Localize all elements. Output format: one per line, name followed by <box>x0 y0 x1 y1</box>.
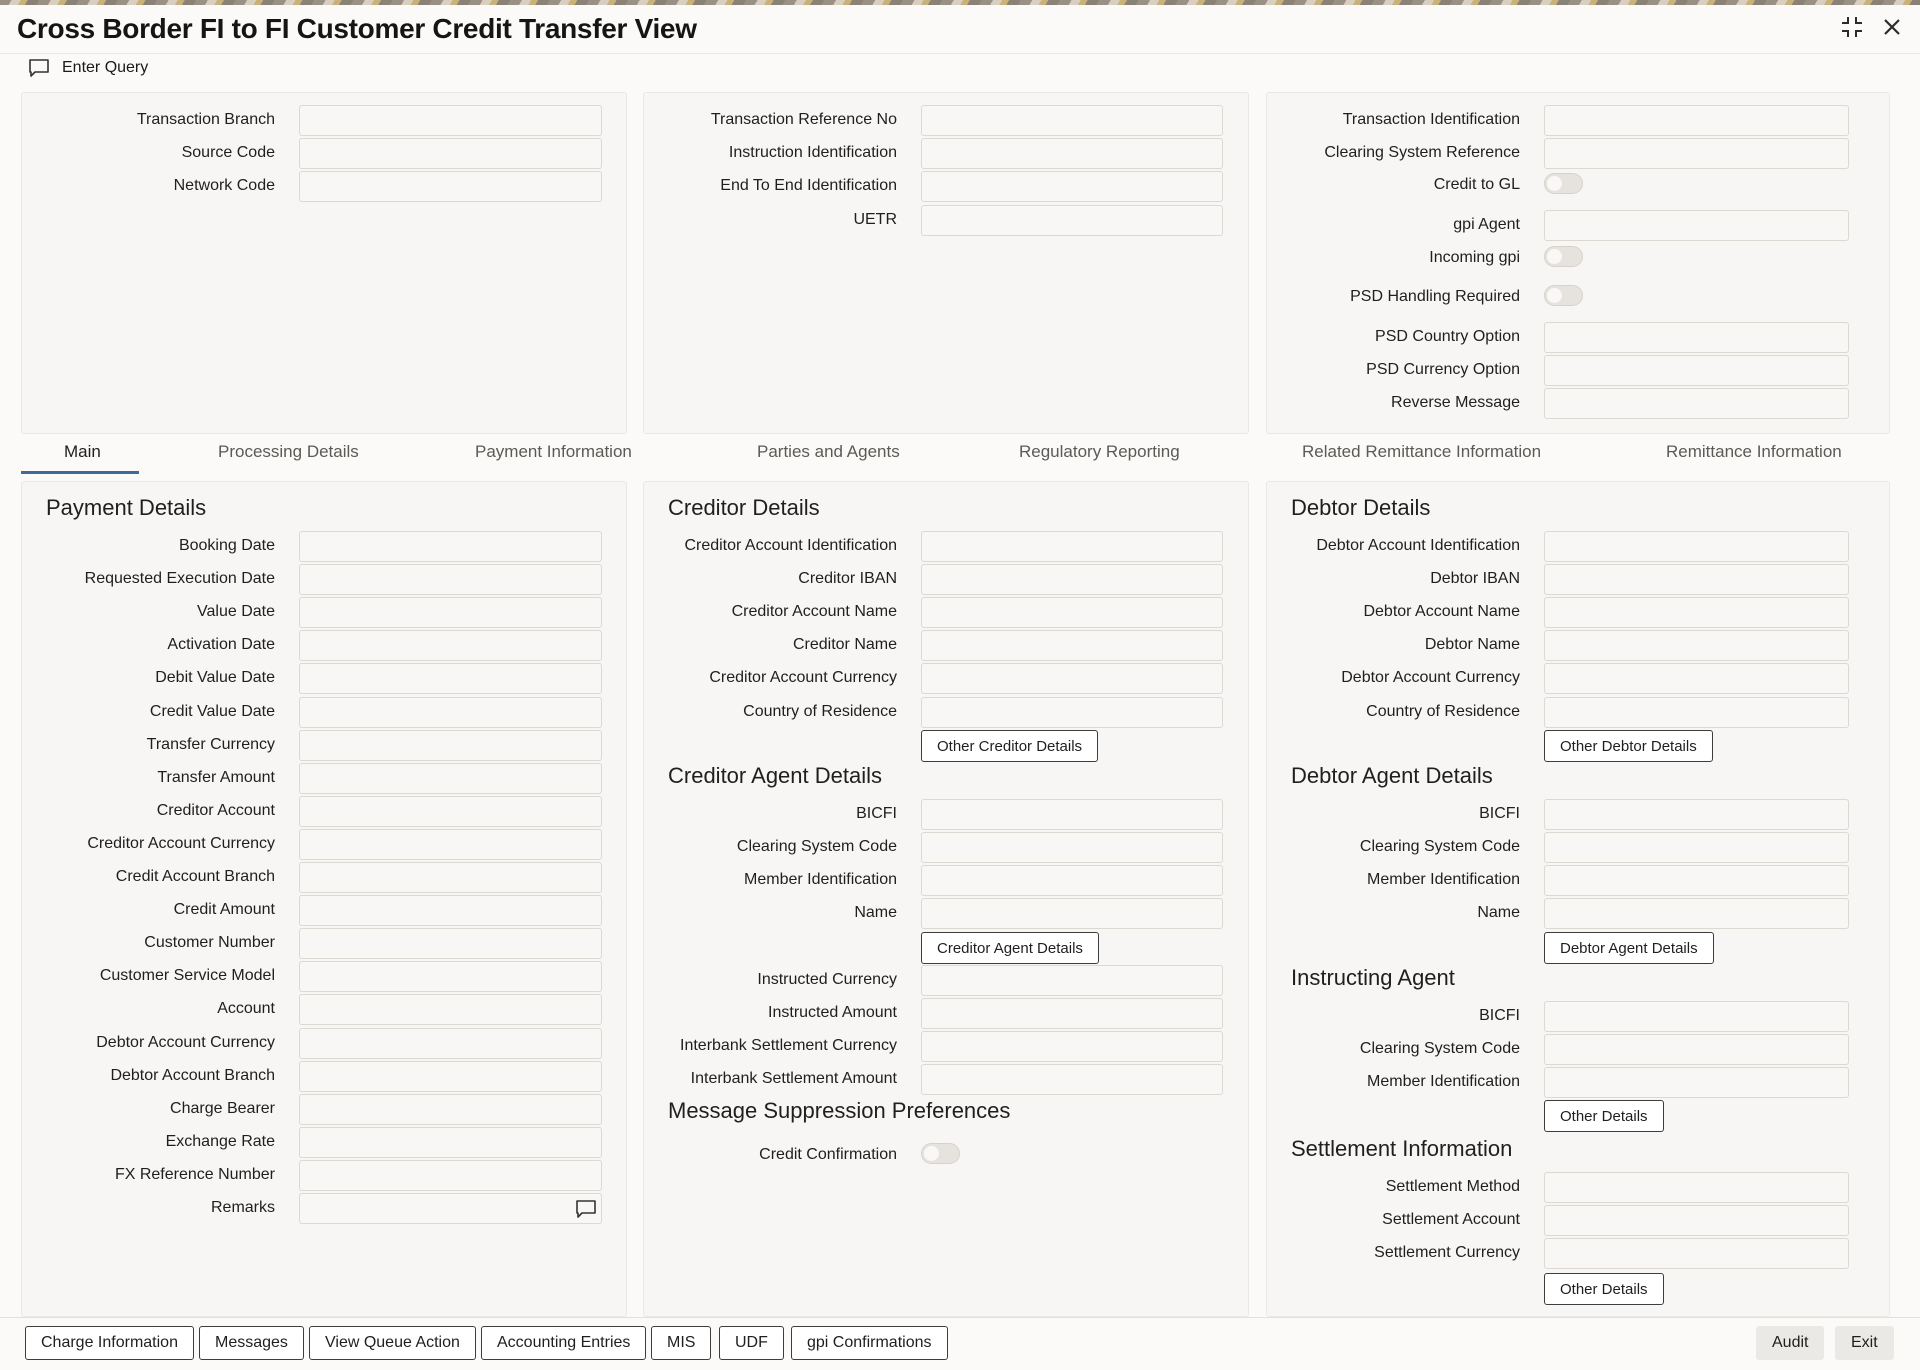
active-tab-indicator <box>21 471 139 474</box>
other-debtor-details-button[interactable]: Other Debtor Details <box>1544 730 1713 762</box>
tab-processing-details[interactable]: Processing Details <box>218 442 359 461</box>
creditor-country-of-residence-field[interactable] <box>921 697 1223 728</box>
debtor-details-section-title: Debtor Details <box>1291 495 1431 520</box>
debtor-debtor-account-currency-label: Debtor Account Currency <box>1341 669 1520 687</box>
settlement-account-label: Settlement Account <box>1382 1211 1520 1229</box>
psd-country-option-field[interactable] <box>1544 322 1849 353</box>
messages-button[interactable]: Messages <box>199 1326 304 1360</box>
charge-bearer-field[interactable] <box>299 1094 602 1125</box>
network-code-field[interactable] <box>299 171 602 202</box>
instruction-identification-field[interactable] <box>921 138 1223 169</box>
creditor-creditor-account-identification-field[interactable] <box>921 531 1223 562</box>
close-icon[interactable] <box>1882 17 1902 42</box>
header-panel-3 <box>1266 92 1890 434</box>
chat-bubble-icon <box>28 58 50 77</box>
creditor-agent-name-label: Name <box>854 904 897 922</box>
debtor-agent-name-label: Name <box>1477 904 1520 922</box>
enter-query-button[interactable] <box>28 58 148 77</box>
creditor-agent-name-field[interactable] <box>921 898 1223 929</box>
credit-to-gl-label: Credit to GL <box>1433 176 1520 193</box>
accounting-entries-button[interactable]: Accounting Entries <box>481 1326 646 1360</box>
activation-date-field[interactable] <box>299 630 602 661</box>
creditor-agent-bicfi-field[interactable] <box>921 799 1223 830</box>
credit-amount-label: Credit Amount <box>173 901 275 919</box>
instructing-agent-other-details-button[interactable]: Other Details <box>1544 1100 1664 1132</box>
reverse-message-field[interactable] <box>1544 388 1849 419</box>
gpi-agent-field[interactable] <box>1544 210 1849 241</box>
tab-main[interactable]: Main <box>64 442 101 461</box>
psd-currency-option-field[interactable] <box>1544 355 1849 386</box>
instructing-agent-member-identification-field[interactable] <box>1544 1067 1849 1098</box>
settlement-information-section-title: Settlement Information <box>1291 1136 1513 1161</box>
credit-account-branch-field[interactable] <box>299 862 602 893</box>
credit-account-branch-label: Credit Account Branch <box>115 868 275 885</box>
credit-confirmation-toggle[interactable] <box>921 1143 960 1164</box>
tab-remittance-information[interactable]: Remittance Information <box>1666 442 1842 461</box>
tab-bar <box>0 433 1920 475</box>
exchange-rate-field[interactable] <box>299 1127 602 1158</box>
incoming-gpi-label: Incoming gpi <box>1429 249 1520 266</box>
uetr-label: UETR <box>853 211 897 228</box>
credit-value-date-label: Credit Value Date <box>149 702 275 720</box>
uetr-field[interactable] <box>921 205 1223 236</box>
settlement-method-field[interactable] <box>1544 1172 1849 1203</box>
remarks-field[interactable] <box>299 1193 602 1224</box>
maximize-icon[interactable] <box>1840 15 1864 44</box>
credit-value-date-field[interactable] <box>299 697 602 728</box>
clearing-system-reference-field[interactable] <box>1544 138 1849 169</box>
creditor-agent-clearing-system-code-label: Clearing System Code <box>736 838 897 856</box>
debtor-agent-member-identification-label: Member Identification <box>1367 871 1520 889</box>
creditor-creditor-iban-label: Creditor IBAN <box>798 570 897 588</box>
footer-bar <box>0 1317 1920 1370</box>
incoming-gpi-toggle[interactable] <box>1544 246 1583 267</box>
creditor-creditor-account-currency-label: Creditor Account Currency <box>709 669 897 687</box>
booking-date-field[interactable] <box>299 531 602 562</box>
end-to-end-identification-label: End To End Identification <box>720 177 897 194</box>
creditor-account-label: Creditor Account <box>156 801 275 819</box>
creditor-creditor-account-currency-field[interactable] <box>921 663 1223 694</box>
debtor-agent-name-field[interactable] <box>1544 898 1849 929</box>
enter-query-label: Enter Query <box>62 58 149 76</box>
debit-value-date-field[interactable] <box>299 663 602 694</box>
reverse-message-label: Reverse Message <box>1391 394 1520 411</box>
creditor-agent-bicfi-label: BICFI <box>856 805 897 822</box>
creditor-agent-details-button[interactable]: Creditor Agent Details <box>921 932 1099 964</box>
credit-confirmation-label: Credit Confirmation <box>759 1146 897 1163</box>
customer-number-field[interactable] <box>299 928 602 959</box>
exit-button[interactable]: Exit <box>1835 1326 1894 1360</box>
view-queue-action-button[interactable]: View Queue Action <box>309 1326 476 1360</box>
creditor-panel <box>643 481 1249 1317</box>
tab-related-remittance-information[interactable]: Related Remittance Information <box>1302 442 1542 461</box>
creditor-country-of-residence-label: Country of Residence <box>743 702 897 720</box>
source-code-label: Source Code <box>181 144 275 161</box>
creditor-creditor-account-name-field[interactable] <box>921 597 1223 628</box>
transaction-reference-no-label: Transaction Reference No <box>710 111 897 128</box>
charge-bearer-label: Charge Bearer <box>170 1099 275 1117</box>
debtor-debtor-account-currency-field[interactable] <box>1544 663 1849 694</box>
instructing-agent-section-title: Instructing Agent <box>1291 965 1455 990</box>
tab-regulatory-reporting[interactable]: Regulatory Reporting <box>1019 442 1180 461</box>
settlement-currency-label: Settlement Currency <box>1374 1244 1520 1262</box>
network-code-label: Network Code <box>173 177 275 194</box>
creditor-agent-member-identification-label: Member Identification <box>744 871 897 889</box>
interbank-settlement-amount-field[interactable] <box>921 1064 1223 1095</box>
window-controls <box>1840 15 1902 44</box>
message-suppression-preferences-section-title: Message Suppression Preferences <box>668 1098 1011 1123</box>
tab-parties-and-agents[interactable]: Parties and Agents <box>757 442 900 461</box>
debtor-account-currency-label: Debtor Account Currency <box>96 1033 275 1051</box>
debtor-debtor-name-field[interactable] <box>1544 630 1849 661</box>
debtor-debtor-account-identification-field[interactable] <box>1544 531 1849 562</box>
credit-amount-field[interactable] <box>299 895 602 926</box>
booking-date-label: Booking Date <box>178 537 275 554</box>
psd-country-option-label: PSD Country Option <box>1375 328 1520 345</box>
instructed-amount-field[interactable] <box>921 998 1223 1029</box>
debtor-debtor-account-name-label: Debtor Account Name <box>1363 603 1520 621</box>
debtor-country-of-residence-label: Country of Residence <box>1366 702 1520 720</box>
instructing-agent-bicfi-label: BICFI <box>1479 1007 1520 1024</box>
mis-button[interactable]: MIS <box>651 1326 711 1360</box>
debtor-country-of-residence-field[interactable] <box>1544 697 1849 728</box>
remarks-chat-icon[interactable] <box>575 1199 597 1218</box>
psd-handling-required-toggle[interactable] <box>1544 285 1583 306</box>
value-date-label: Value Date <box>197 603 275 621</box>
creditor-creditor-iban-field[interactable] <box>921 564 1223 595</box>
debtor-debtor-account-identification-label: Debtor Account Identification <box>1316 537 1520 554</box>
settlement-account-field[interactable] <box>1544 1205 1849 1236</box>
creditor-creditor-name-label: Creditor Name <box>792 636 897 654</box>
customer-service-model-field[interactable] <box>299 961 602 992</box>
settlement-method-label: Settlement Method <box>1385 1178 1520 1195</box>
creditor-account-currency-field[interactable] <box>299 829 602 860</box>
udf-button[interactable]: UDF <box>719 1326 784 1360</box>
gpi-agent-label: gpi Agent <box>1453 216 1520 233</box>
settlement-other-details-button[interactable]: Other Details <box>1544 1273 1664 1305</box>
title-bar <box>0 5 1920 53</box>
transaction-identification-label: Transaction Identification <box>1342 111 1520 128</box>
end-to-end-identification-field[interactable] <box>921 171 1223 202</box>
remarks-label: Remarks <box>210 1199 275 1216</box>
transaction-identification-field[interactable] <box>1544 105 1849 136</box>
instructing-agent-clearing-system-code-label: Clearing System Code <box>1359 1040 1520 1058</box>
transfer-amount-field[interactable] <box>299 763 602 794</box>
header-panel-2 <box>643 92 1249 434</box>
credit-to-gl-toggle[interactable] <box>1544 173 1583 194</box>
debtor-agent-details-button[interactable]: Debtor Agent Details <box>1544 932 1714 964</box>
debtor-debtor-name-label: Debtor Name <box>1424 636 1520 654</box>
requested-execution-date-field[interactable] <box>299 564 602 595</box>
instructed-amount-label: Instructed Amount <box>768 1004 897 1022</box>
debtor-account-branch-field[interactable] <box>299 1061 602 1092</box>
debtor-panel <box>1266 481 1890 1317</box>
debtor-agent-clearing-system-code-field[interactable] <box>1544 832 1849 863</box>
fx-reference-number-field[interactable] <box>299 1160 602 1191</box>
debtor-account-currency-field[interactable] <box>299 1028 602 1059</box>
creditor-agent-details-section-title: Creditor Agent Details <box>668 763 882 788</box>
creditor-creditor-name-field[interactable] <box>921 630 1223 661</box>
transaction-branch-label: Transaction Branch <box>136 111 275 128</box>
debtor-debtor-iban-label: Debtor IBAN <box>1430 570 1520 588</box>
gpi-confirmations-button[interactable]: gpi Confirmations <box>791 1326 948 1360</box>
activation-date-label: Activation Date <box>167 636 275 654</box>
clearing-system-reference-label: Clearing System Reference <box>1324 144 1520 161</box>
instructing-agent-clearing-system-code-field[interactable] <box>1544 1034 1849 1065</box>
debtor-debtor-iban-field[interactable] <box>1544 564 1849 595</box>
debtor-agent-member-identification-field[interactable] <box>1544 865 1849 896</box>
debtor-agent-details-section-title: Debtor Agent Details <box>1291 763 1493 788</box>
interbank-settlement-currency-label: Interbank Settlement Currency <box>680 1037 897 1055</box>
value-date-field[interactable] <box>299 597 602 628</box>
settlement-currency-field[interactable] <box>1544 1238 1849 1269</box>
creditor-creditor-account-name-label: Creditor Account Name <box>731 603 897 621</box>
creditor-account-field[interactable] <box>299 796 602 827</box>
exchange-rate-label: Exchange Rate <box>165 1132 275 1150</box>
interbank-settlement-currency-field[interactable] <box>921 1031 1223 1062</box>
page-title: Cross Border FI to FI Customer Credit Transfer View <box>17 13 697 44</box>
transfer-currency-field[interactable] <box>299 730 602 761</box>
transfer-currency-label: Transfer Currency <box>146 735 275 753</box>
creditor-agent-clearing-system-code-field[interactable] <box>921 832 1223 863</box>
source-code-field[interactable] <box>299 138 602 169</box>
instructed-currency-field[interactable] <box>921 965 1223 996</box>
debtor-agent-bicfi-label: BICFI <box>1479 805 1520 822</box>
instructing-agent-member-identification-label: Member Identification <box>1367 1073 1520 1091</box>
debtor-account-branch-label: Debtor Account Branch <box>110 1066 275 1084</box>
creditor-agent-member-identification-field[interactable] <box>921 865 1223 896</box>
tab-payment-information[interactable]: Payment Information <box>475 442 632 461</box>
transfer-amount-label: Transfer Amount <box>157 768 275 786</box>
charge-information-button[interactable]: Charge Information <box>25 1326 194 1360</box>
payment-details-panel <box>21 481 627 1317</box>
account-field[interactable] <box>299 994 602 1025</box>
other-creditor-details-button[interactable]: Other Creditor Details <box>921 730 1098 762</box>
fx-reference-number-label: FX Reference Number <box>114 1165 275 1183</box>
instruction-identification-label: Instruction Identification <box>728 144 897 161</box>
creditor-details-section-title: Creditor Details <box>668 495 820 520</box>
audit-button[interactable]: Audit <box>1756 1326 1824 1360</box>
psd-handling-required-label: PSD Handling Required <box>1350 288 1520 305</box>
creditor-creditor-account-identification-label: Creditor Account Identification <box>684 537 897 554</box>
debtor-agent-clearing-system-code-label: Clearing System Code <box>1359 838 1520 856</box>
transaction-branch-field[interactable] <box>299 105 602 136</box>
customer-number-label: Customer Number <box>144 934 275 952</box>
requested-execution-date-label: Requested Execution Date <box>84 570 275 588</box>
payment-details-section-title: Payment Details <box>46 495 207 520</box>
header-panel-1 <box>21 92 627 434</box>
debtor-debtor-account-name-field[interactable] <box>1544 597 1849 628</box>
account-label: Account <box>217 1000 275 1018</box>
query-bar <box>0 53 1920 83</box>
psd-currency-option-label: PSD Currency Option <box>1366 361 1520 378</box>
debit-value-date-label: Debit Value Date <box>155 669 275 687</box>
creditor-account-currency-label: Creditor Account Currency <box>87 834 275 852</box>
interbank-settlement-amount-label: Interbank Settlement Amount <box>690 1070 897 1088</box>
debtor-agent-bicfi-field[interactable] <box>1544 799 1849 830</box>
transaction-reference-no-field[interactable] <box>921 105 1223 136</box>
customer-service-model-label: Customer Service Model <box>99 967 275 985</box>
instructed-currency-label: Instructed Currency <box>757 971 897 988</box>
instructing-agent-bicfi-field[interactable] <box>1544 1001 1849 1032</box>
